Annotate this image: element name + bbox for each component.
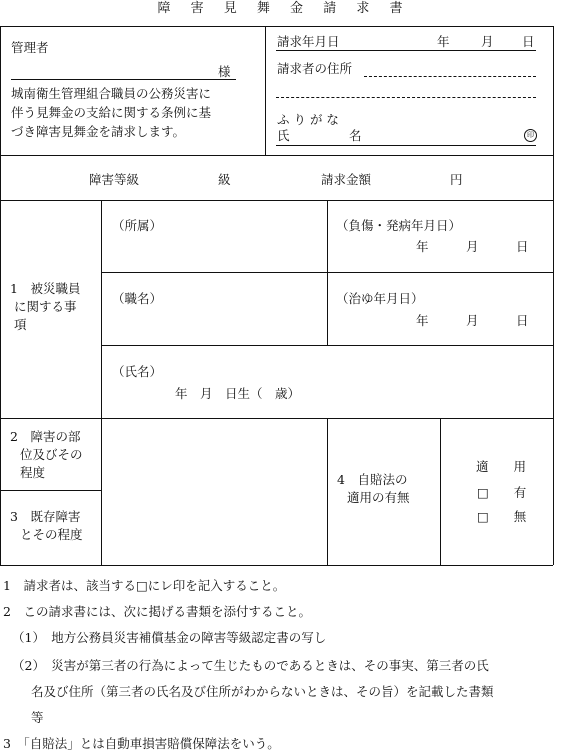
position-label: （職名） — [112, 291, 163, 306]
cure-date-ymd: 年 月 日 — [416, 313, 529, 328]
request-text-line-2: 伴う見舞金の支給に関する条例に基 — [11, 105, 212, 120]
note-2-2-line-1: （2） 災害が第三者の行為によって生じたものであるときは、その事実、第三者の氏 — [12, 658, 489, 673]
section1-label-line-1: 1 被災職員 — [10, 281, 81, 296]
address-label: 請求者の住所 — [277, 61, 353, 76]
furigana-label: ふ り が な — [277, 112, 339, 127]
note-3: 3 「自賠法」とは自動車損害賠償保障法をいう。 — [3, 736, 280, 751]
request-text — [11, 84, 211, 141]
section2-label-line-1: 2 障害の部 — [10, 429, 81, 444]
request-date-month: 月 — [481, 34, 494, 49]
amount-label: 請求金額 — [321, 172, 372, 187]
affiliation-label: （所属） — [112, 218, 163, 233]
request-date-line — [276, 50, 536, 51]
document-title: 障 害 見 舞 金 請 求 書 — [157, 1, 411, 16]
addressee-line — [11, 79, 236, 80]
note-2-2-line-2: 名及び住所（第三者の氏名及び住所がわからないときは、その旨）を記載した書類 — [31, 684, 494, 699]
amount-unit: 円 — [450, 172, 463, 187]
note-1: 1 請求者は、該当する□にレ印を記入すること。 — [3, 578, 286, 593]
jibaiho-option-yes[interactable]: □ 有 — [477, 485, 527, 500]
note-2-1: （1） 地方公務員災害補償基金の障害等級認定書の写し — [12, 630, 327, 645]
name-label-shi: 氏 — [277, 128, 290, 143]
address-line-2 — [276, 97, 536, 98]
section3-label-line-1: 3 既存障害 — [10, 509, 81, 524]
grade-unit: 級 — [218, 172, 231, 187]
cure-date-label: （治ゆ年月日） — [336, 291, 424, 306]
section4-label-line-2: 適用の有無 — [347, 490, 410, 505]
seal-mark: 印 — [524, 129, 537, 142]
injury-date-ymd: 年 月 日 — [416, 239, 529, 254]
section1-label-line-3: 項 — [14, 317, 27, 332]
birth-date-age: 年 月 日生（ 歳） — [175, 386, 301, 401]
honorific-sama: 様 — [218, 64, 231, 79]
section3-label-line-2: とその程度 — [20, 527, 83, 542]
grade-label: 障害等級 — [89, 172, 140, 187]
request-date-label: 請求年月日 — [277, 34, 340, 49]
name-label-mei: 名 — [349, 128, 362, 143]
addressee-label: 管理者 — [11, 40, 49, 55]
note-2: 2 この請求書には、次に掲げる書類を添付すること。 — [3, 604, 311, 619]
request-date-day: 日 — [522, 34, 535, 49]
note-2-2-line-3: 等 — [31, 710, 44, 725]
jibaiho-applicable-header: 適 用 — [476, 459, 527, 474]
address-line-1 — [364, 76, 536, 77]
section2-label-line-3: 程度 — [20, 465, 46, 480]
section3-label — [10, 508, 83, 544]
request-text-line-1: 城南衛生管理組合職員の公務災害に — [11, 86, 212, 101]
request-text-line-3: づき障害見舞金を請求します。 — [11, 124, 186, 139]
section2-label-line-2: 位及びその — [20, 447, 83, 462]
section1-label — [10, 280, 80, 334]
name-field-label: （氏名） — [112, 364, 163, 379]
section2-label — [10, 428, 83, 482]
injury-date-label: （負傷・発病年月日） — [336, 218, 462, 233]
section1-label-line-2: に関する事 — [14, 299, 77, 314]
section4-label — [337, 471, 410, 507]
request-date-year: 年 — [437, 34, 450, 49]
jibaiho-option-no[interactable]: □ 無 — [477, 509, 527, 524]
section4-label-line-1: 4 自賠法の — [337, 472, 408, 487]
name-line — [276, 145, 536, 146]
